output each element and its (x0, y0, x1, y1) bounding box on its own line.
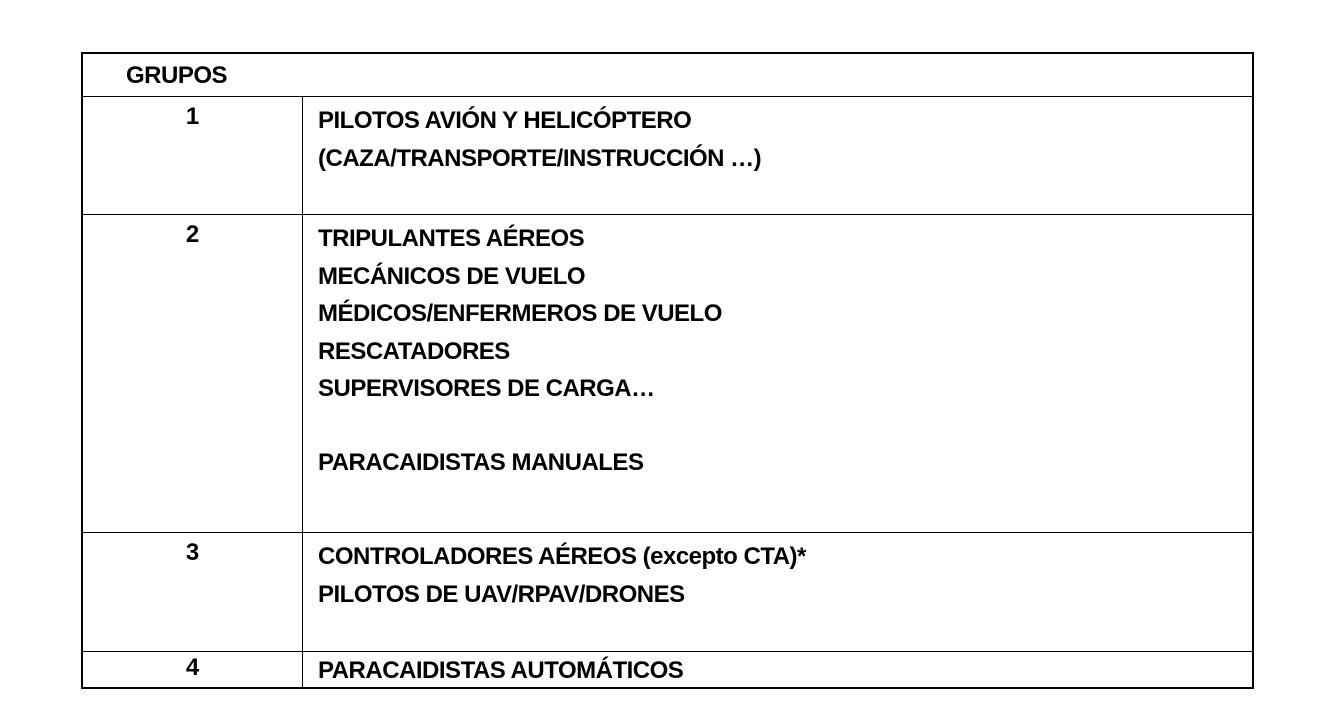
column-divider (302, 533, 303, 651)
table-header-label: GRUPOS (126, 62, 228, 89)
description-line: TRIPULANTES AÉREOS (318, 225, 585, 252)
group-description (318, 102, 761, 177)
group-number: 2 (185, 221, 200, 248)
group-number: 4 (185, 654, 200, 681)
description-line: MECÁNICOS DE VUELO (318, 262, 586, 290)
group-description (318, 538, 806, 613)
description-line: PARACAIDISTAS AUTOMÁTICOS (318, 657, 684, 684)
description-line: (CAZA/TRANSPORTE/INSTRUCCIÓN …) (318, 144, 762, 172)
group-number: 1 (185, 103, 200, 130)
description-line: SUPERVISORES DE CARGA… (318, 375, 655, 402)
table-header-row (83, 54, 1252, 96)
group-number: 3 (185, 539, 200, 566)
table-row (83, 214, 1252, 532)
description-line: PILOTOS AVIÓN Y HELICÓPTERO (318, 107, 692, 134)
column-divider (302, 652, 303, 687)
group-description (318, 652, 683, 690)
table-row (83, 651, 1252, 687)
column-divider (302, 97, 303, 214)
group-description (318, 220, 722, 481)
table-row (83, 96, 1252, 214)
description-line: MÉDICOS/ENFERMEROS DE VUELO (318, 300, 722, 327)
description-blank-line (318, 408, 722, 444)
table-row (83, 532, 1252, 651)
description-line: PARACAIDISTAS MANUALES (318, 448, 644, 476)
groups-table (81, 52, 1254, 689)
description-line: RESCATADORES (318, 337, 510, 365)
column-divider (302, 215, 303, 532)
description-line: CONTROLADORES AÉREOS (excepto CTA)* (318, 543, 806, 570)
description-line: PILOTOS DE UAV/RPAV/DRONES (318, 580, 685, 608)
